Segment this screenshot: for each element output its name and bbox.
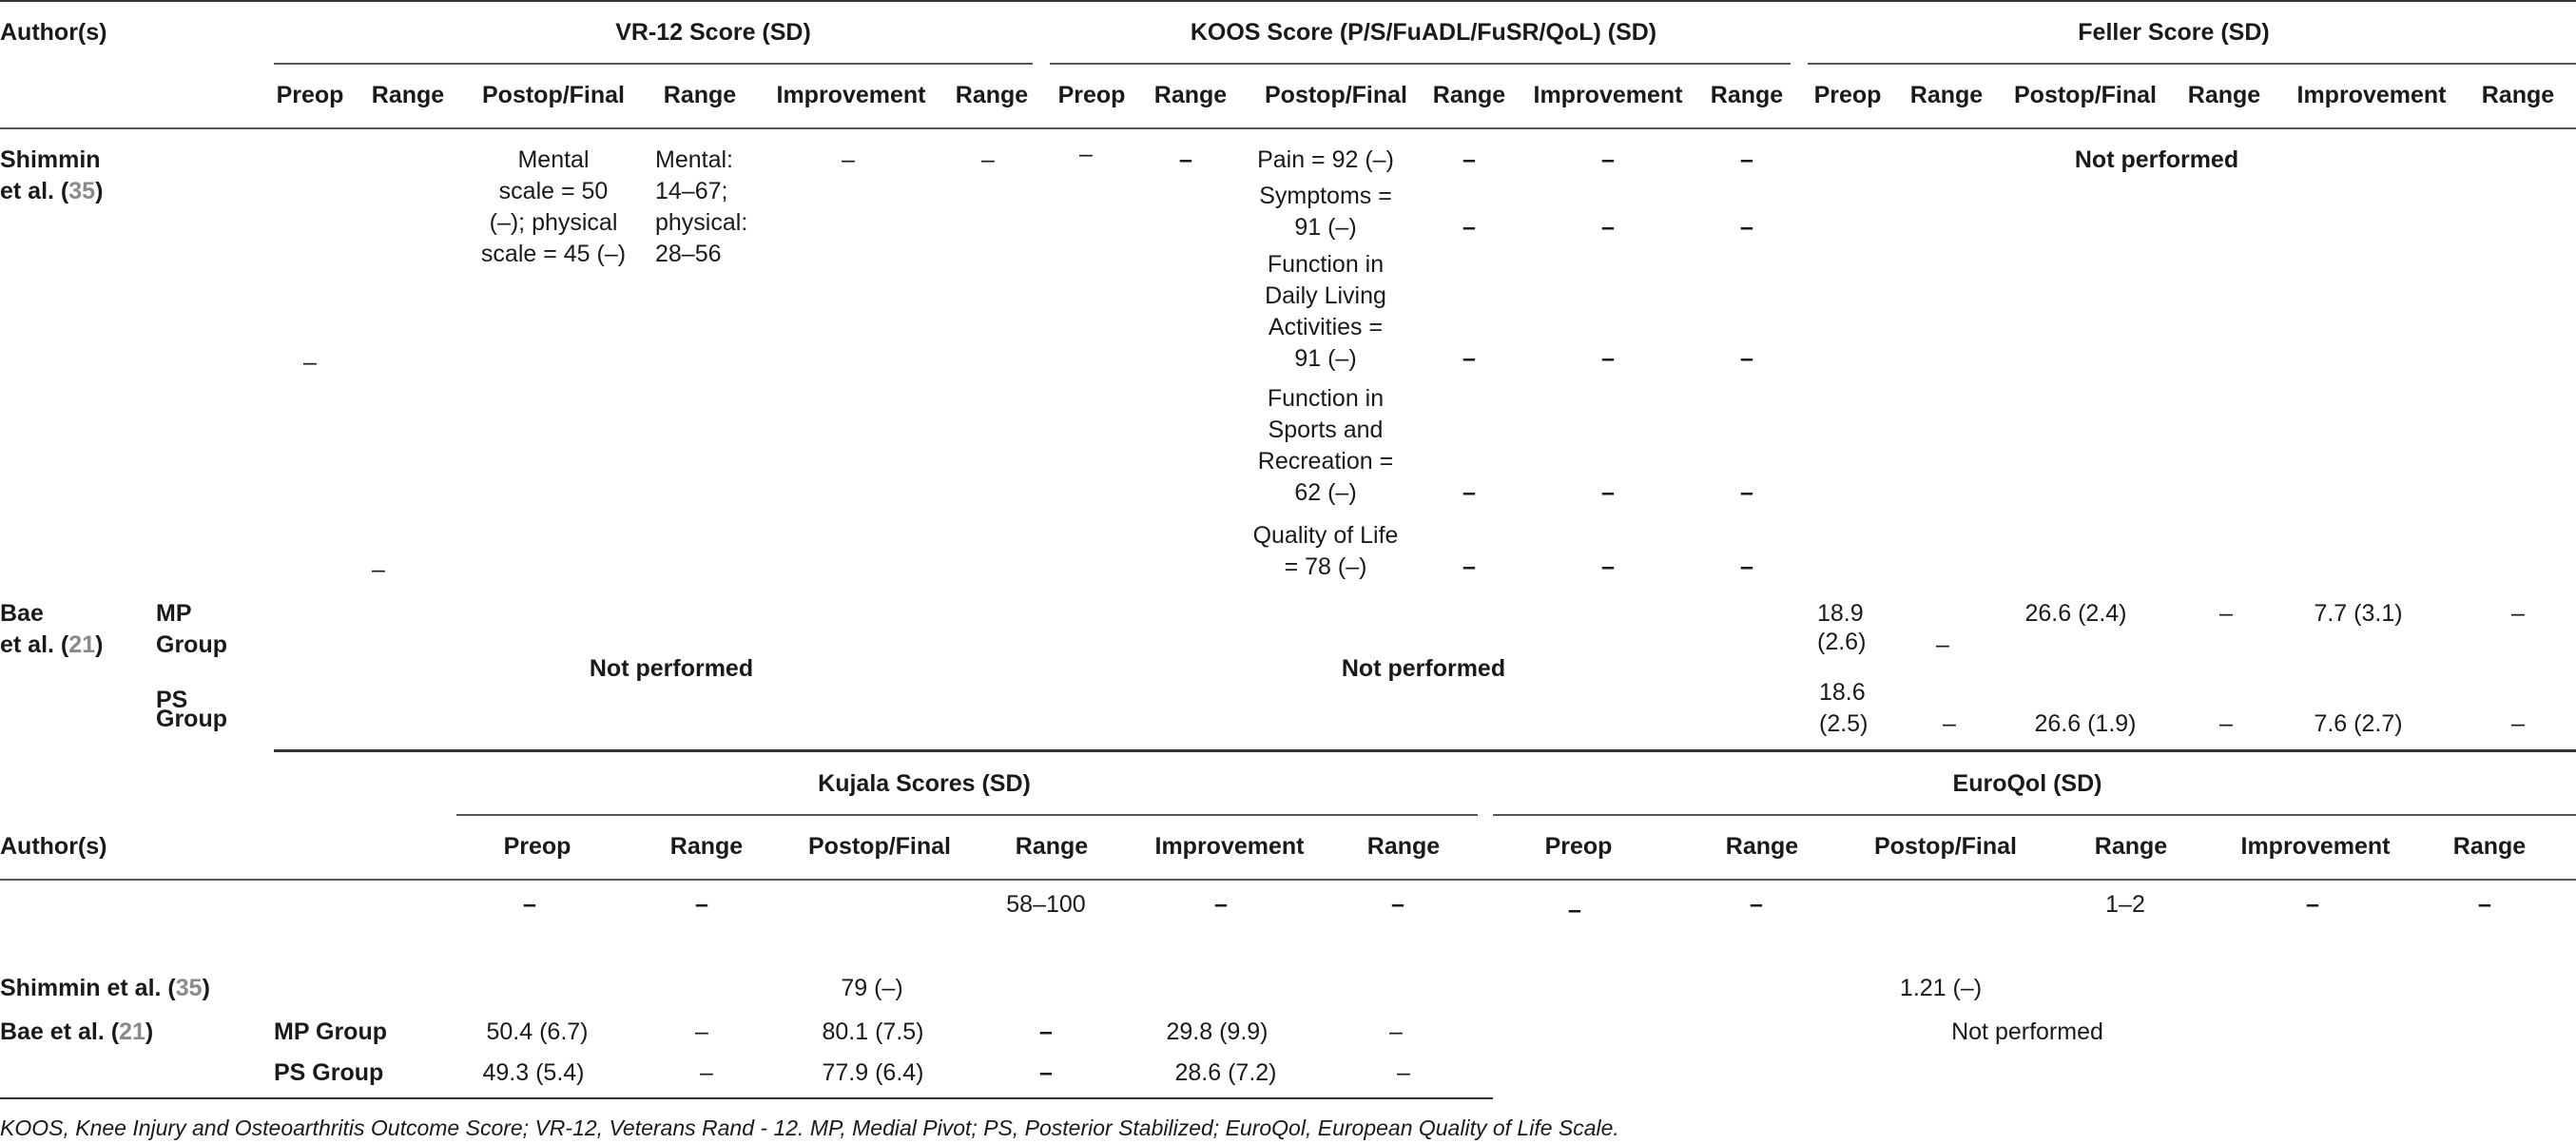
koos-dash: – xyxy=(1462,553,1476,580)
reference-link[interactable]: 21 xyxy=(119,1018,145,1045)
col-header: Range xyxy=(2452,833,2527,860)
koos-dash: – xyxy=(1462,345,1476,372)
mp-feller-preop-range: – xyxy=(1936,631,1949,658)
koos-dash: – xyxy=(1740,214,1753,241)
vr-improvement-range-value: – xyxy=(981,146,995,173)
vr-post-value: (–); physical xyxy=(489,209,618,236)
vr12-group-header: VR-12 Score (SD) xyxy=(615,19,811,46)
mp-group-label-2: MP Group xyxy=(274,1018,387,1045)
ps-feller-preop-range: – xyxy=(1943,710,1956,737)
vr-post-value: scale = 45 (–) xyxy=(480,241,627,267)
mp-feller-post-range: – xyxy=(2219,600,2233,627)
ps-group-label: PS xyxy=(156,687,188,713)
col-header: Range xyxy=(2481,82,2555,108)
koos-sports-value: Sports and xyxy=(1268,417,1384,443)
mp-feller-improvement-range: – xyxy=(2511,600,2525,627)
mp-feller-preop: 18.9 xyxy=(1817,600,1864,627)
col-header: Improvement xyxy=(2240,833,2391,860)
col-header: Range xyxy=(371,82,445,108)
mp-feller-improvement: 7.7 (3.1) xyxy=(2314,600,2403,627)
col-header: Postop/Final xyxy=(808,833,951,860)
ps-group-label: Group xyxy=(156,706,227,732)
ps-feller-preop: (2.5) xyxy=(1819,710,1869,737)
vr-improvement-value: – xyxy=(842,146,855,173)
mp-kujala-improvement: 29.8 (9.9) xyxy=(1166,1018,1269,1045)
euro-range-value: 1–2 xyxy=(2105,891,2145,918)
ps-kujala-preop-range: – xyxy=(700,1059,713,1086)
vr-post-value: Mental xyxy=(517,146,590,173)
col-header: Range xyxy=(1153,82,1228,108)
col-header: Range xyxy=(669,833,744,860)
col-header: Range xyxy=(1909,82,1984,108)
koos-dash: – xyxy=(1740,345,1753,372)
koos-dash: – xyxy=(1462,214,1476,241)
col-header: Range xyxy=(2187,82,2261,108)
author-shimmin-2: Shimmin et al. (35) xyxy=(0,975,210,1001)
kujala-group-header: Kujala Scores (SD) xyxy=(818,770,1031,797)
koos-not-performed: Not performed xyxy=(1341,655,1506,682)
koos-preop-value: – xyxy=(1079,141,1093,167)
koos-sports-value: Recreation = xyxy=(1257,448,1394,475)
header-rule xyxy=(0,127,2576,129)
col-header: Range xyxy=(1725,833,1799,860)
euro-preop: – xyxy=(1568,897,1581,923)
koos-preop-range-value: – xyxy=(1179,146,1192,173)
vr-preop-range-value: – xyxy=(372,556,385,583)
vr-not-performed: Not performed xyxy=(589,655,754,682)
col-header: Preop xyxy=(276,82,344,108)
kujala-post-value: 79 (–) xyxy=(841,975,903,1001)
euro-post-value: 1.21 (–) xyxy=(1899,975,1983,1001)
koos-adl-value: Daily Living xyxy=(1265,282,1386,309)
ps-feller-post-range: – xyxy=(2219,710,2233,737)
koos-pain-value: Pain = 92 (–) xyxy=(1257,146,1394,173)
koos-dash: – xyxy=(1462,146,1476,173)
reference-link[interactable]: 35 xyxy=(68,178,96,204)
mp-group-label: MP xyxy=(156,600,192,627)
koos-group-header: KOOS Score (P/S/FuADL/FuSR/QoL) (SD) xyxy=(1190,19,1657,46)
koos-dash: – xyxy=(1601,214,1615,241)
ps-kujala-improvement-range: – xyxy=(1397,1059,1410,1086)
col-header: Improvement xyxy=(1154,833,1305,860)
koos-dash: – xyxy=(1740,553,1753,580)
feller-underline xyxy=(1808,63,2576,65)
vr-post-value: scale = 50 xyxy=(498,178,609,204)
mp-kujala-preop: 50.4 (6.7) xyxy=(486,1018,589,1045)
koos-qol-value: = 78 (–) xyxy=(1284,553,1367,580)
ps-kujala-post-range: – xyxy=(1039,1059,1053,1086)
euro-improvement: – xyxy=(2306,891,2319,918)
mp-kujala-improvement-range: – xyxy=(1389,1018,1403,1045)
mp-group-label: Group xyxy=(156,631,227,658)
mp-kujala-post-range: – xyxy=(1039,1018,1053,1045)
col-header: Preop xyxy=(503,833,571,860)
vr12-underline xyxy=(274,63,1033,65)
kujala-underline xyxy=(456,814,1478,816)
ps-kujala-post: 77.9 (6.4) xyxy=(822,1059,924,1086)
author-header: Author(s) xyxy=(0,19,107,46)
ps-feller-post: 26.6 (1.9) xyxy=(2034,710,2137,737)
ps-feller-improvement: 7.6 (2.7) xyxy=(2314,710,2403,737)
author-shimmin: Shimmin xyxy=(0,146,101,173)
author-header-2: Author(s) xyxy=(0,833,107,860)
kujala-range-value: 58–100 xyxy=(1006,891,1086,918)
col-header: Postop/Final xyxy=(2014,82,2157,108)
ps-feller-preop: 18.6 xyxy=(1819,679,1866,706)
ps-feller-improvement-range: – xyxy=(2511,710,2525,737)
col-header: Improvement xyxy=(2296,82,2447,108)
vr-range-value: physical: xyxy=(655,209,748,236)
table-caption: KOOS, Knee Injury and Osteoarthritis Outcome Score; VR-12, Veterans Rand - 12. MP, Medial Pivot; PS, Posterior Stabilized; EuroQol, European Quality of Life Scale. xyxy=(0,1115,1619,1140)
koos-underline xyxy=(1050,63,1791,65)
vr-range-value: Mental: xyxy=(655,146,733,173)
ps-group-label-2: PS Group xyxy=(274,1059,384,1086)
table2-bottom-rule xyxy=(0,1097,1493,1099)
author-bae-ref: et al. (21) xyxy=(0,631,104,658)
euro-preop-range: – xyxy=(1750,891,1763,918)
col-header: Range xyxy=(1015,833,1089,860)
feller-not-performed: Not performed xyxy=(2074,146,2239,173)
mp-feller-post: 26.6 (2.4) xyxy=(2024,600,2127,627)
author-bae-2: Bae et al. (21) xyxy=(0,1018,154,1045)
mp-kujala-post: 80.1 (7.5) xyxy=(822,1018,924,1045)
ps-kujala-preop: 49.3 (5.4) xyxy=(482,1059,585,1086)
koos-dash: – xyxy=(1462,479,1476,506)
euro-not-performed: Not performed xyxy=(1951,1018,2103,1045)
koos-sports-value: Function in xyxy=(1267,385,1385,412)
reference-link[interactable]: 35 xyxy=(175,975,203,1001)
feller-group-header: Feller Score (SD) xyxy=(2078,19,2270,46)
koos-dash: – xyxy=(1601,146,1615,173)
mp-feller-preop: (2.6) xyxy=(1817,629,1867,655)
col-header: Range xyxy=(955,82,1029,108)
col-header: Range xyxy=(1366,833,1441,860)
col-header: Improvement xyxy=(1533,82,1683,108)
vr-range-value: 28–56 xyxy=(655,241,722,267)
author-bae: Bae xyxy=(0,600,44,627)
col-header: Improvement xyxy=(776,82,926,108)
col-header: Postop/Final xyxy=(1874,833,2017,860)
col-header: Range xyxy=(1710,82,1784,108)
table1-bottom-rule xyxy=(274,749,2576,752)
koos-symptoms-value: Symptoms = xyxy=(1259,183,1392,209)
koos-qol-value: Quality of Life xyxy=(1252,522,1399,549)
koos-adl-value: 91 (–) xyxy=(1294,345,1357,372)
mp-kujala-preop-range: – xyxy=(695,1018,708,1045)
koos-dash: – xyxy=(1601,553,1615,580)
koos-dash: – xyxy=(1740,479,1753,506)
reference-link[interactable]: 21 xyxy=(68,631,96,658)
author-shimmin-ref: et al. (35) xyxy=(0,178,104,204)
col-header: Range xyxy=(2094,833,2168,860)
koos-dash: – xyxy=(1601,345,1615,372)
vr-range-value: 14–67; xyxy=(655,178,728,204)
kujala-preop-range: – xyxy=(695,891,708,918)
col-header: Postop/Final xyxy=(1265,82,1407,108)
col-header: Preop xyxy=(1544,833,1613,860)
vr-preop-value: – xyxy=(303,349,317,376)
koos-dash: – xyxy=(1740,146,1753,173)
koos-symptoms-value: 91 (–) xyxy=(1294,214,1357,241)
kujala-preop-value: – xyxy=(523,891,536,918)
col-header: Range xyxy=(663,82,737,108)
koos-adl-value: Activities = xyxy=(1268,314,1384,340)
col-header: Preop xyxy=(1813,82,1882,108)
col-header: Range xyxy=(1432,82,1506,108)
kujala-improvement-range: – xyxy=(1391,891,1404,918)
ps-kujala-improvement: 28.6 (7.2) xyxy=(1174,1059,1277,1086)
col-header: Preop xyxy=(1057,82,1126,108)
col-header: Postop/Final xyxy=(482,82,625,108)
koos-sports-value: 62 (–) xyxy=(1294,479,1357,506)
header-rule-2 xyxy=(0,879,2576,881)
kujala-improvement: – xyxy=(1214,891,1228,918)
euroqol-group-header: EuroQol (SD) xyxy=(1952,770,2102,797)
euroqol-underline xyxy=(1493,814,2576,816)
table-top-rule xyxy=(0,0,2576,2)
euro-improvement-range: – xyxy=(2478,891,2491,918)
koos-adl-value: Function in xyxy=(1267,251,1385,278)
koos-dash: – xyxy=(1601,479,1615,506)
